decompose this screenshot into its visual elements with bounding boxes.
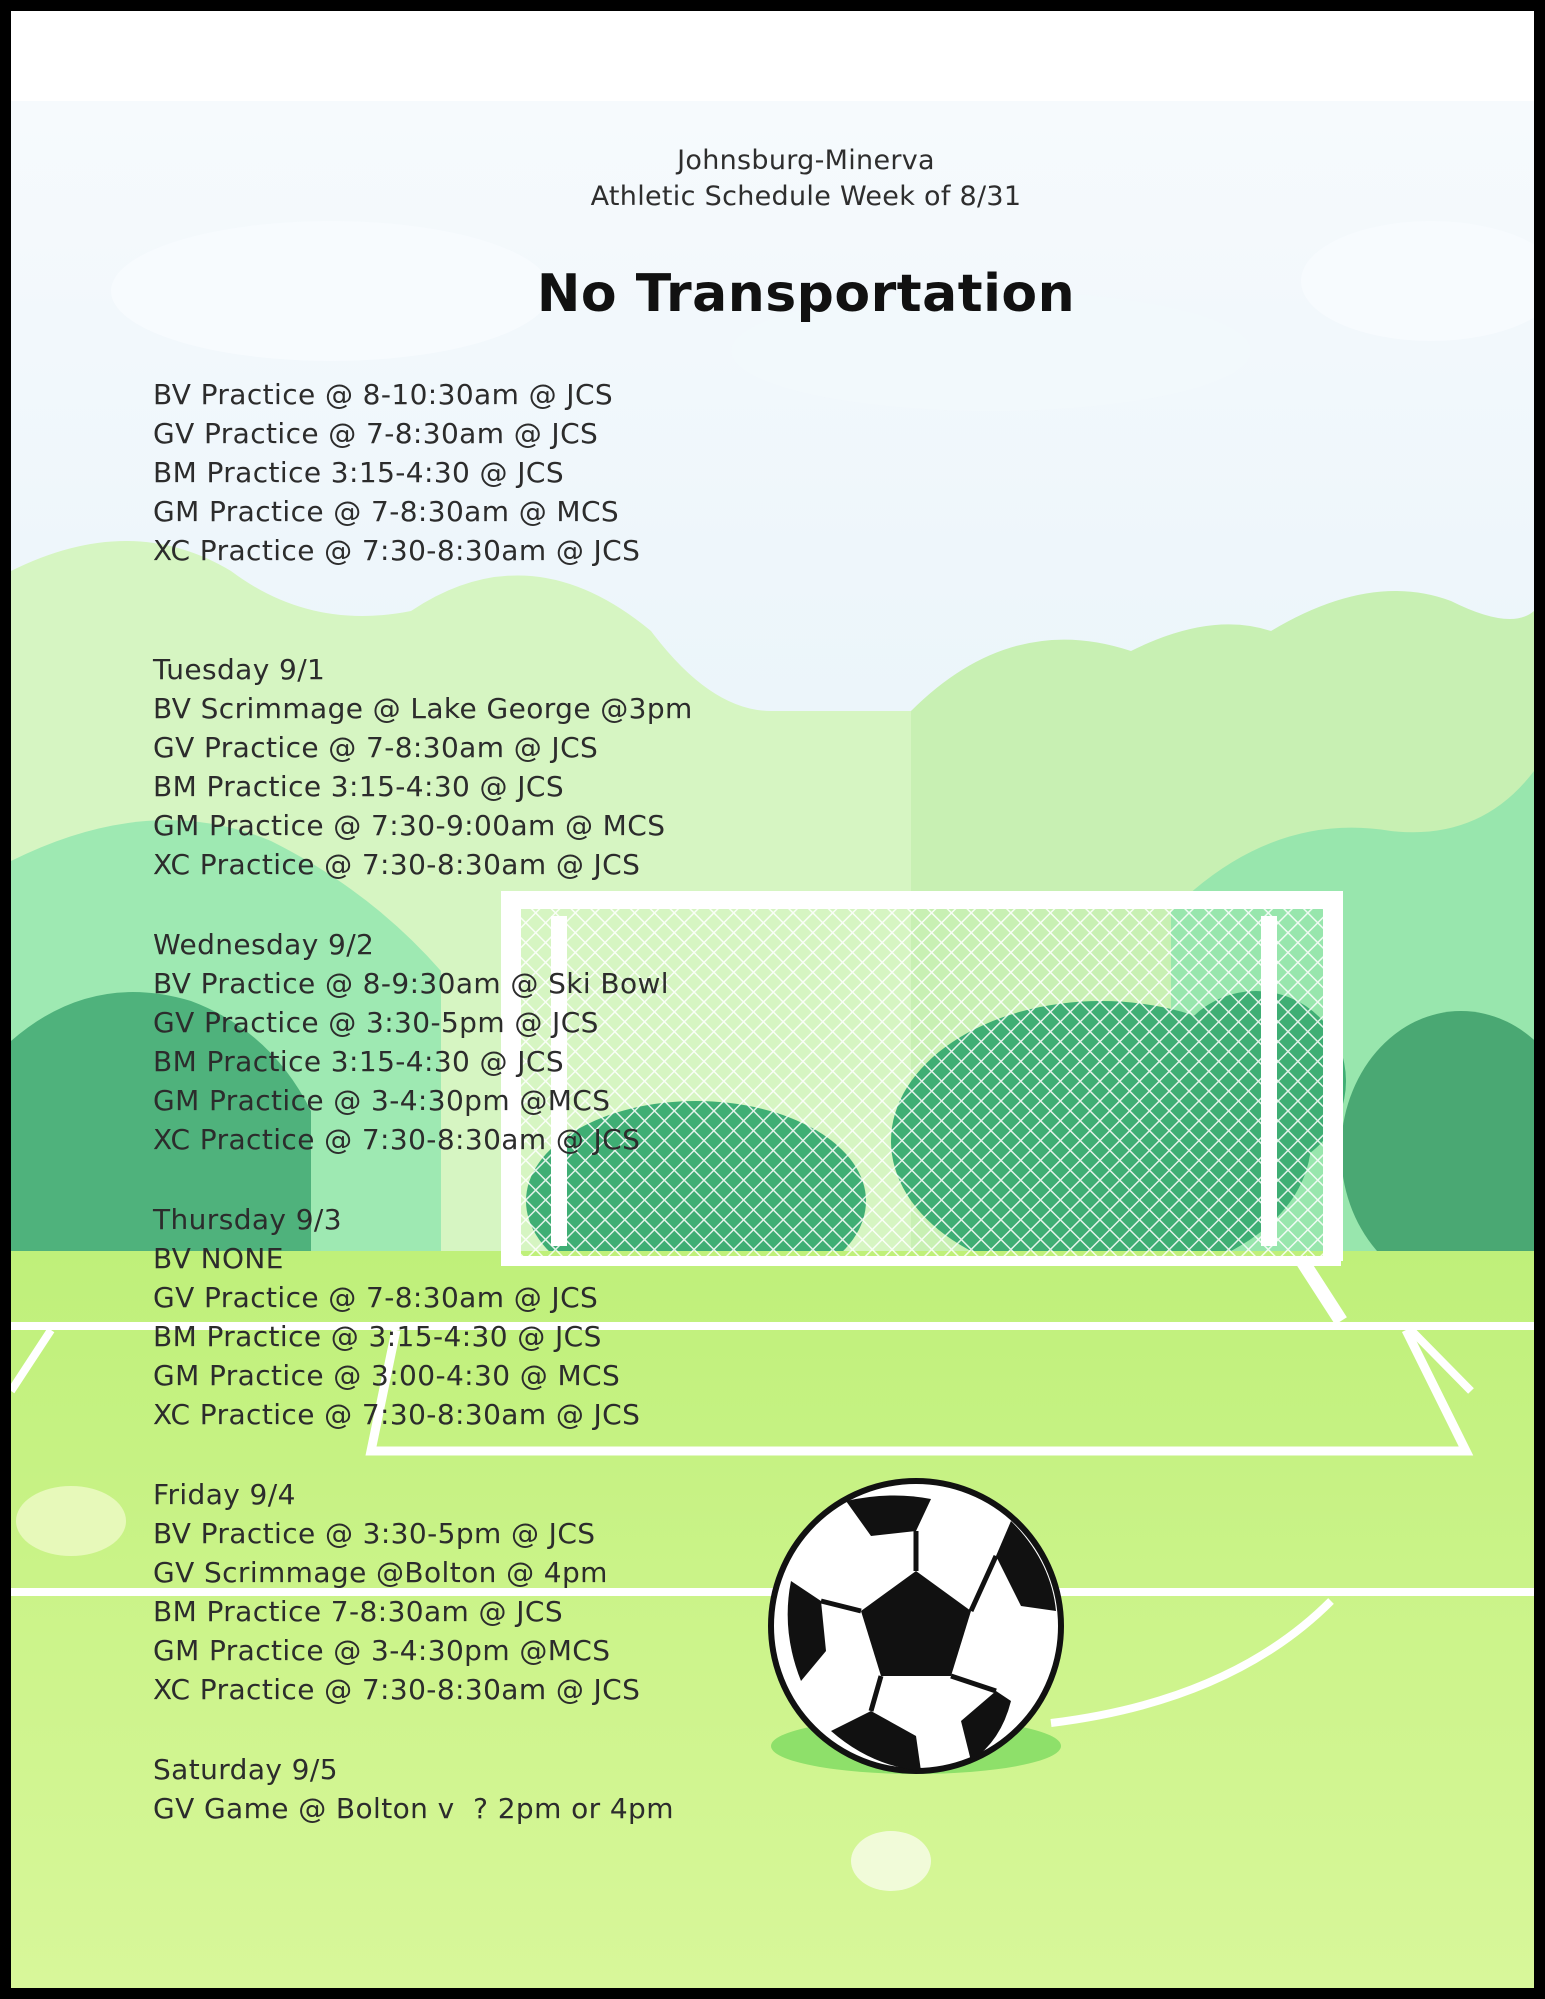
day-heading: Tuesday 9/1 — [153, 653, 326, 686]
page-title: No Transportation — [536, 264, 1076, 324]
schedule-line: BM Practice 3:15-4:30 @ JCS — [153, 1045, 565, 1078]
schedule-line: BV Practice @ 8-9:30am @ Ski Bowl — [153, 967, 669, 1000]
schedule-line: GV Scrimmage @Bolton @ 4pm — [153, 1556, 608, 1589]
flyer-page — [11, 11, 1534, 1988]
schedule-line: GV Practice @ 7-8:30am @ JCS — [153, 417, 599, 450]
organization-name: Johnsburg-Minerva — [677, 145, 935, 176]
schedule-line: BM Practice @ 3:15-4:30 @ JCS — [153, 1320, 602, 1353]
schedule-list — [153, 375, 693, 1828]
schedule-line: XC Practice @ 7:30-8:30am @ JCS — [153, 1398, 641, 1431]
day-heading: Wednesday 9/2 — [153, 928, 375, 961]
schedule-line: XC Practice @ 7:30-8:30am @ JCS — [153, 848, 641, 881]
schedule-line: BV Scrimmage @ Lake George @3pm — [153, 692, 693, 725]
schedule-line: GV Practice @ 7-8:30am @ JCS — [153, 1281, 599, 1314]
schedule-subtitle: Athletic Schedule Week of 8/31 — [590, 181, 1022, 212]
schedule-line: XC Practice @ 7:30-8:30am @ JCS — [153, 534, 641, 567]
schedule-line: GM Practice @ 7-8:30am @ MCS — [153, 495, 620, 528]
schedule-line: BV Practice @ 8-10:30am @ JCS — [153, 378, 614, 411]
schedule-line: GV Game @ Bolton v ? 2pm or 4pm — [153, 1792, 674, 1825]
schedule-line: GM Practice @ 3:00-4:30 @ MCS — [153, 1359, 621, 1392]
schedule-line: GM Practice @ 7:30-9:00am @ MCS — [153, 809, 666, 842]
schedule-line: BM Practice 3:15-4:30 @ JCS — [153, 456, 565, 489]
schedule-line: GM Practice @ 3-4:30pm @MCS — [153, 1634, 611, 1667]
day-heading: Thursday 9/3 — [153, 1203, 342, 1236]
day-heading: Friday 9/4 — [153, 1478, 296, 1511]
schedule-line: XC Practice @ 7:30-8:30am @ JCS — [153, 1123, 641, 1156]
schedule-line: BV Practice @ 3:30-5pm @ JCS — [153, 1517, 596, 1550]
schedule-line: BM Practice 7-8:30am @ JCS — [153, 1595, 564, 1628]
schedule-line: GM Practice @ 3-4:30pm @MCS — [153, 1084, 611, 1117]
schedule-line: BM Practice 3:15-4:30 @ JCS — [153, 770, 565, 803]
schedule-line: GV Practice @ 7-8:30am @ JCS — [153, 731, 599, 764]
schedule-line: GV Practice @ 3:30-5pm @ JCS — [153, 1006, 599, 1039]
schedule-line: BV NONE — [153, 1242, 284, 1275]
day-heading: Saturday 9/5 — [153, 1753, 338, 1786]
schedule-line: XC Practice @ 7:30-8:30am @ JCS — [153, 1673, 641, 1706]
